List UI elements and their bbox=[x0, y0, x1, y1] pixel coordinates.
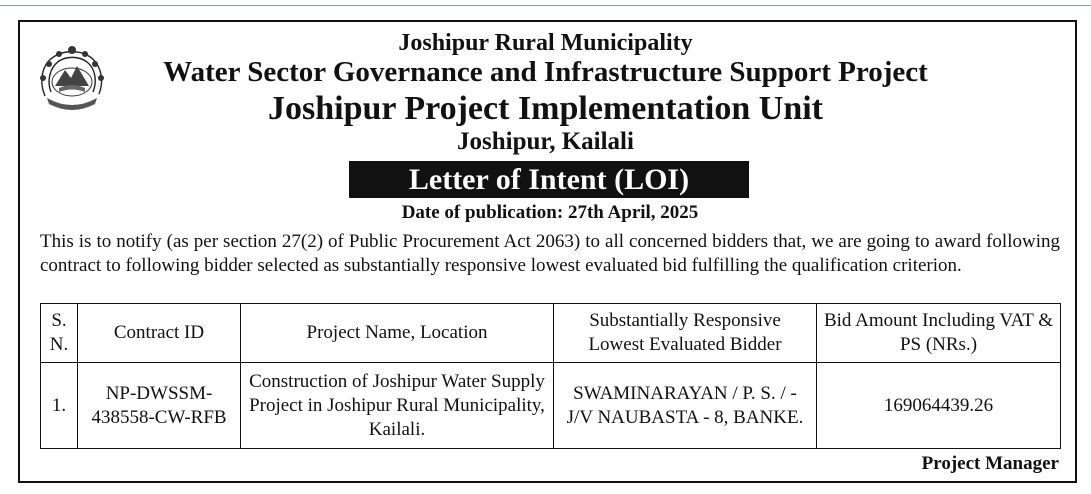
column-header-project: Project Name, Location bbox=[241, 304, 554, 363]
unit-location: Joshipur, Kailali bbox=[457, 128, 634, 155]
cell-project: Construction of Joshipur Water Supply Project in Joshipur Rural Municipality, Kailali. bbox=[241, 363, 554, 449]
column-header-contract-id: Contract ID bbox=[78, 304, 241, 363]
column-header-sn: S. N. bbox=[41, 304, 78, 363]
contract-table bbox=[40, 303, 1061, 449]
top-rule bbox=[0, 5, 1091, 6]
municipality-name: Joshipur Rural Municipality bbox=[398, 30, 693, 56]
signature: Project Manager bbox=[921, 453, 1059, 474]
project-name: Water Sector Governance and Infrastructure Support Project bbox=[163, 56, 928, 88]
cell-bidder: SWAMINARAYAN / P. S. / - J/V NAUBASTA - 8, BANKE. bbox=[554, 363, 817, 449]
table-header-row bbox=[41, 304, 1061, 363]
column-header-bidder: Substantially Responsive Lowest Evaluated Bidder bbox=[554, 304, 817, 363]
notice-text: This is to notify (as per section 27(2) of Public Procurement Act 2063) to all concerned bidders that, we are going to award following contract to following bidder selected as substantially responsive lowest evaluated bid fulfilling the qualification criterion. bbox=[40, 231, 1060, 276]
notice-title: Letter of Intent (LOI) bbox=[349, 161, 749, 198]
cell-sn: 1. bbox=[41, 363, 78, 449]
table-row bbox=[41, 363, 1061, 449]
unit-name: Joshipur Project Implementation Unit bbox=[267, 90, 823, 127]
cell-amount: 169064439.26 bbox=[817, 363, 1061, 449]
publication-date: Date of publication: 27th April, 2025 bbox=[401, 202, 699, 223]
column-header-amount: Bid Amount Including VAT & PS (NRs.) bbox=[817, 304, 1061, 363]
cell-contract-id: NP-DWSSM-438558-CW-RFB bbox=[78, 363, 241, 449]
